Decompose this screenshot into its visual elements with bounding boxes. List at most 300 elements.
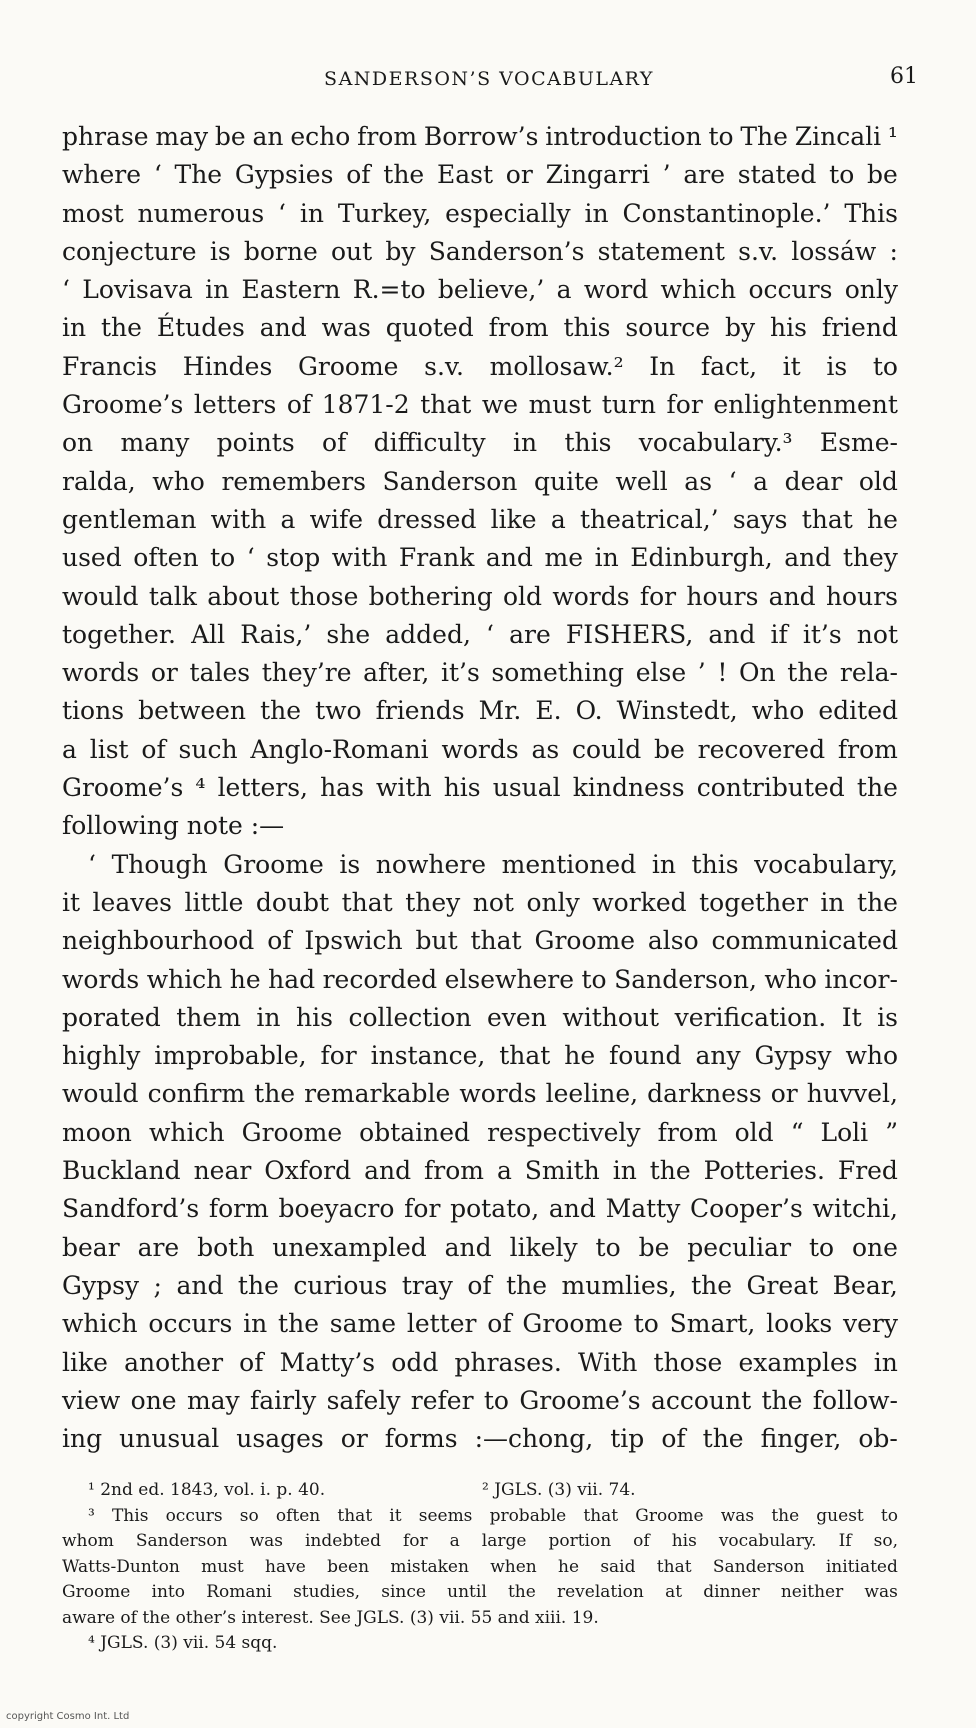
word: it bbox=[389, 1505, 402, 1526]
text-line bbox=[62, 654, 898, 692]
word: remarkable bbox=[304, 1079, 451, 1109]
word: follow- bbox=[812, 1385, 898, 1415]
word: witchi, bbox=[812, 1194, 898, 1224]
word: lossáw bbox=[791, 236, 877, 266]
word: together bbox=[699, 887, 808, 917]
word: bear bbox=[62, 1232, 120, 1262]
word: Groome bbox=[223, 849, 324, 879]
word: R.=to bbox=[352, 275, 426, 305]
body-text bbox=[62, 118, 898, 1458]
word: especially bbox=[445, 198, 571, 228]
word: until bbox=[447, 1582, 487, 1602]
word: ¹ bbox=[887, 122, 898, 151]
word: the bbox=[260, 696, 302, 726]
word: in bbox=[243, 1309, 268, 1339]
word: and bbox=[259, 313, 307, 343]
word: believe,’ bbox=[437, 275, 545, 305]
word: the bbox=[507, 1582, 536, 1602]
word: ralda, bbox=[62, 466, 136, 496]
word: curious bbox=[293, 1270, 388, 1300]
word: a bbox=[550, 504, 566, 534]
text-line bbox=[62, 1037, 898, 1075]
word: was bbox=[720, 1505, 755, 1526]
word: as bbox=[684, 466, 713, 496]
word: wife bbox=[309, 504, 364, 534]
word: porated bbox=[62, 1002, 161, 1032]
word: found bbox=[609, 1041, 682, 1071]
word: Smart, bbox=[669, 1309, 756, 1339]
word: studies, bbox=[293, 1582, 361, 1602]
text-line bbox=[62, 922, 898, 960]
word: Smith bbox=[524, 1156, 600, 1186]
word: source bbox=[625, 313, 711, 343]
word: the bbox=[771, 1505, 800, 1526]
word: and bbox=[548, 1194, 596, 1224]
word: used bbox=[62, 543, 122, 573]
word: often bbox=[133, 543, 199, 573]
word: Sanderson’s bbox=[428, 236, 585, 266]
word: All bbox=[191, 619, 226, 649]
word: the bbox=[506, 1270, 548, 1300]
word: ³ bbox=[88, 1505, 95, 1526]
footnote-line bbox=[62, 1529, 898, 1555]
word: for bbox=[404, 1194, 441, 1224]
text-line bbox=[62, 1075, 898, 1113]
word: dinner bbox=[703, 1582, 760, 1602]
word: 1871-2 bbox=[321, 390, 410, 420]
word: This bbox=[844, 198, 898, 228]
footnotes bbox=[62, 1478, 898, 1657]
word: he bbox=[867, 504, 898, 534]
word: like bbox=[62, 1347, 108, 1377]
word: The bbox=[174, 160, 223, 190]
word: to bbox=[633, 1309, 659, 1339]
word: Esme- bbox=[819, 428, 898, 458]
word: usages bbox=[236, 1424, 324, 1454]
word: and bbox=[444, 1232, 492, 1262]
word: in bbox=[205, 275, 230, 305]
word: or bbox=[150, 658, 178, 688]
word: in bbox=[873, 1347, 898, 1377]
word: huvvel, bbox=[806, 1079, 898, 1109]
word: who bbox=[751, 696, 805, 726]
word: letters bbox=[193, 390, 277, 420]
word: safely bbox=[326, 1385, 401, 1415]
word: boeyacro bbox=[278, 1194, 395, 1224]
word: leeline, bbox=[545, 1079, 639, 1109]
word: are bbox=[509, 619, 551, 649]
word: and bbox=[485, 543, 533, 573]
word: s.v. bbox=[424, 351, 465, 381]
word: odd bbox=[391, 1347, 439, 1377]
word: Though bbox=[111, 849, 208, 879]
word: that bbox=[656, 1556, 692, 1577]
word: Winstedt, bbox=[616, 696, 738, 726]
word: not bbox=[472, 887, 514, 917]
word: revelation bbox=[556, 1582, 644, 1602]
word: old bbox=[858, 466, 898, 496]
word: that bbox=[337, 1505, 373, 1526]
word: so bbox=[239, 1505, 259, 1526]
text-line bbox=[62, 539, 898, 577]
word: Buckland bbox=[62, 1156, 181, 1186]
word: talk bbox=[148, 581, 197, 611]
word: refer bbox=[410, 1385, 474, 1415]
word: may bbox=[155, 122, 209, 151]
text-line bbox=[62, 1305, 898, 1343]
word: It bbox=[841, 1002, 862, 1032]
word: a bbox=[62, 734, 77, 764]
text-line bbox=[62, 1114, 898, 1152]
word: ‘ bbox=[88, 849, 96, 879]
word: vocabulary, bbox=[754, 849, 898, 879]
word: Oxford bbox=[264, 1156, 352, 1186]
word: was bbox=[321, 313, 371, 343]
text-line bbox=[62, 692, 898, 730]
text-line bbox=[62, 884, 898, 922]
word: Sanderson bbox=[712, 1556, 805, 1577]
text-line bbox=[62, 348, 898, 386]
word: tions bbox=[62, 696, 125, 726]
word: dressed bbox=[377, 504, 477, 534]
text-line: following note :— bbox=[62, 811, 285, 841]
word: must bbox=[201, 1556, 244, 1577]
word: to bbox=[708, 122, 734, 151]
page-number: 61 bbox=[890, 64, 918, 89]
word: a bbox=[496, 1156, 512, 1186]
word: to bbox=[210, 543, 236, 573]
text-line bbox=[62, 769, 898, 807]
text-line bbox=[62, 463, 898, 501]
word: an bbox=[252, 122, 284, 151]
word: two bbox=[315, 696, 362, 726]
word: In bbox=[649, 351, 676, 381]
word: said bbox=[600, 1556, 636, 1577]
word: else bbox=[635, 658, 687, 688]
footnote-4: ⁴ JGLS. (3) vii. 54 sqq. bbox=[88, 1633, 278, 1653]
word: Edinburgh, bbox=[630, 543, 773, 573]
word: about bbox=[207, 581, 280, 611]
word: mollosaw.² bbox=[489, 351, 624, 381]
word: whom bbox=[62, 1531, 114, 1551]
word: Sanderson, bbox=[614, 964, 757, 994]
word: and bbox=[768, 581, 816, 611]
word: in bbox=[513, 428, 538, 458]
word: elsewhere bbox=[444, 964, 575, 994]
footnote-line bbox=[62, 1580, 898, 1606]
footnote-row-1-2 bbox=[62, 1478, 898, 1504]
word: contributed bbox=[696, 773, 845, 803]
text-line bbox=[62, 961, 898, 999]
word: those bbox=[289, 581, 359, 611]
word: not bbox=[856, 619, 898, 649]
word: at bbox=[665, 1582, 683, 1602]
word: guest bbox=[816, 1505, 864, 1526]
word: the bbox=[278, 1309, 319, 1339]
word: forms bbox=[384, 1424, 458, 1454]
word: friends bbox=[375, 696, 465, 726]
word: are bbox=[683, 160, 725, 190]
text-line bbox=[62, 578, 898, 616]
word: verification. bbox=[674, 1002, 827, 1032]
word: that bbox=[499, 1041, 551, 1071]
word: Potteries. bbox=[703, 1156, 825, 1186]
word: Loli bbox=[820, 1117, 869, 1147]
word: Rais,’ bbox=[240, 619, 312, 649]
word: improbable, bbox=[154, 1041, 307, 1071]
word: old bbox=[734, 1117, 774, 1147]
word: to bbox=[581, 964, 607, 994]
word: gentleman bbox=[62, 504, 197, 534]
word: same bbox=[329, 1309, 397, 1339]
word: rela- bbox=[839, 658, 898, 688]
word: which bbox=[148, 1117, 225, 1147]
word: looks bbox=[766, 1309, 833, 1339]
word: word bbox=[583, 275, 649, 305]
word: the bbox=[383, 160, 425, 190]
word: of bbox=[267, 926, 292, 956]
word: instance, bbox=[370, 1041, 486, 1071]
word: Francis bbox=[62, 351, 158, 381]
word: the bbox=[761, 1385, 803, 1415]
word: many bbox=[120, 428, 190, 458]
word: confirm bbox=[147, 1079, 246, 1109]
word: is bbox=[877, 1002, 898, 1032]
word: they’re bbox=[261, 658, 352, 688]
word: Cooper’s bbox=[690, 1194, 803, 1224]
text-line bbox=[62, 1344, 898, 1382]
word: Zingarri bbox=[545, 160, 650, 190]
text-line bbox=[62, 156, 898, 194]
word: Groome bbox=[62, 1582, 131, 1602]
word: unexampled bbox=[272, 1232, 427, 1262]
word: in bbox=[584, 198, 609, 228]
word: in bbox=[62, 313, 87, 343]
word: they bbox=[405, 887, 461, 917]
word: the bbox=[691, 1270, 733, 1300]
word: account bbox=[650, 1385, 752, 1415]
text-line bbox=[62, 1420, 898, 1458]
word: it’s bbox=[440, 658, 480, 688]
word: words bbox=[441, 734, 519, 764]
word: Hindes bbox=[182, 351, 273, 381]
word: in bbox=[820, 887, 845, 917]
word: into bbox=[151, 1582, 185, 1602]
word: the bbox=[649, 1156, 691, 1186]
footnote-2: ² JGLS. (3) vii. 74. bbox=[482, 1480, 636, 1500]
word: initiated bbox=[825, 1556, 898, 1577]
word: likely bbox=[509, 1232, 578, 1262]
word: is bbox=[826, 351, 848, 381]
word: mistaken bbox=[390, 1556, 469, 1577]
word: occurs bbox=[165, 1505, 223, 1526]
word: in bbox=[612, 1156, 637, 1186]
text-line bbox=[62, 1190, 898, 1228]
word: phrases. bbox=[454, 1347, 562, 1377]
word: bothering bbox=[368, 581, 493, 611]
word: Watts-Dunton bbox=[62, 1556, 180, 1577]
word: to bbox=[595, 1232, 621, 1262]
word: The bbox=[740, 122, 788, 151]
word: by bbox=[385, 236, 416, 266]
text-line bbox=[62, 1229, 898, 1267]
word: on bbox=[62, 428, 94, 458]
word: portion bbox=[548, 1531, 612, 1551]
word: from bbox=[424, 1156, 484, 1186]
word: most bbox=[62, 198, 124, 228]
word: from bbox=[657, 1117, 718, 1147]
word: ⁴ bbox=[195, 773, 206, 803]
word: from bbox=[488, 313, 549, 343]
word: O. bbox=[575, 696, 603, 726]
word: like bbox=[490, 504, 537, 534]
word: Groome bbox=[522, 1309, 623, 1339]
word: near bbox=[193, 1156, 252, 1186]
text-line bbox=[62, 1152, 898, 1190]
word: for bbox=[639, 581, 677, 611]
word: the bbox=[856, 773, 898, 803]
word: the bbox=[101, 313, 142, 343]
word: enlightenment bbox=[713, 390, 898, 420]
text-line bbox=[62, 195, 898, 233]
word: examples bbox=[738, 1347, 858, 1377]
word: Gypsies bbox=[234, 160, 334, 190]
word: peculiar bbox=[687, 1232, 792, 1262]
word: Matty bbox=[605, 1194, 681, 1224]
word: vocabulary. bbox=[718, 1531, 817, 1551]
word: also bbox=[647, 926, 699, 956]
word: recovered bbox=[697, 734, 826, 764]
word: hours bbox=[825, 581, 898, 611]
word: so, bbox=[873, 1531, 898, 1551]
word: Groome’s bbox=[62, 773, 184, 803]
word: stop bbox=[266, 543, 321, 573]
word: edited bbox=[818, 696, 898, 726]
word: Sanderson bbox=[135, 1531, 228, 1551]
word: that bbox=[341, 887, 393, 917]
word: doubt bbox=[255, 887, 330, 917]
word: to bbox=[483, 1385, 509, 1415]
word: ‘ bbox=[246, 543, 255, 573]
word: respectively bbox=[487, 1117, 641, 1147]
word: statement bbox=[597, 236, 725, 266]
word: fairly bbox=[250, 1385, 317, 1415]
word: in bbox=[594, 543, 619, 573]
word: of bbox=[661, 1424, 686, 1454]
word: been bbox=[327, 1556, 370, 1577]
word: one bbox=[130, 1385, 177, 1415]
text-line bbox=[62, 118, 898, 156]
word: that bbox=[470, 926, 522, 956]
word: with bbox=[376, 773, 432, 803]
running-head: SANDERSON’S VOCABULARY bbox=[324, 68, 654, 90]
word: E. bbox=[535, 696, 562, 726]
word: of bbox=[322, 428, 347, 458]
word: only bbox=[526, 887, 580, 917]
word: of bbox=[467, 1270, 492, 1300]
word: together. bbox=[62, 619, 176, 649]
word: if bbox=[770, 619, 788, 649]
word: another bbox=[124, 1347, 224, 1377]
word: and bbox=[364, 1156, 412, 1186]
word: me bbox=[544, 543, 584, 573]
word: out bbox=[331, 236, 373, 266]
footnote-1: ¹ 2nd ed. 1843, vol. i. p. 40. bbox=[88, 1480, 326, 1500]
word: the bbox=[254, 1079, 296, 1109]
word: we bbox=[481, 390, 519, 420]
word: collection bbox=[348, 1002, 472, 1032]
word: Sanderson bbox=[382, 466, 518, 496]
footnote-3 bbox=[62, 1504, 898, 1632]
word: dear bbox=[784, 466, 843, 496]
word: which bbox=[62, 1309, 138, 1339]
word: those bbox=[653, 1347, 723, 1377]
word: form bbox=[208, 1194, 269, 1224]
word: ! bbox=[717, 658, 728, 688]
text-line bbox=[62, 501, 898, 539]
text-line bbox=[62, 271, 898, 309]
word: would bbox=[62, 581, 139, 611]
word: East bbox=[437, 160, 494, 190]
word: Anglo-Romani bbox=[250, 734, 429, 764]
word: but bbox=[415, 926, 458, 956]
word: letter bbox=[406, 1309, 477, 1339]
word: or bbox=[340, 1424, 368, 1454]
text-line bbox=[62, 616, 898, 654]
word: after, bbox=[363, 658, 430, 688]
word: quite bbox=[534, 466, 599, 496]
word: be bbox=[654, 734, 685, 764]
word: well bbox=[615, 466, 668, 496]
word: Groome’s bbox=[519, 1385, 641, 1415]
page-header bbox=[60, 64, 918, 94]
word: for bbox=[403, 1531, 428, 1551]
word: Bear, bbox=[832, 1270, 898, 1300]
word: usual bbox=[492, 773, 561, 803]
word: Sandford’s bbox=[62, 1194, 200, 1224]
word: conjecture bbox=[62, 236, 197, 266]
word: between bbox=[138, 696, 247, 726]
word: of bbox=[633, 1531, 650, 1551]
word: words bbox=[62, 658, 140, 688]
text-line bbox=[62, 846, 898, 884]
word: the bbox=[702, 1424, 744, 1454]
word: says bbox=[732, 504, 788, 534]
copyright-watermark: copyright Cosmo Int. Ltd bbox=[6, 1711, 130, 1722]
word: to bbox=[829, 160, 855, 190]
word: kindness bbox=[572, 773, 685, 803]
word: with bbox=[210, 504, 267, 534]
word: them bbox=[176, 1002, 241, 1032]
word: seems bbox=[418, 1505, 473, 1526]
word: fact, bbox=[700, 351, 758, 381]
word: With bbox=[577, 1347, 638, 1377]
word: to bbox=[808, 1232, 835, 1262]
word: any bbox=[695, 1041, 741, 1071]
word: a bbox=[753, 466, 769, 496]
word: this bbox=[563, 313, 611, 343]
word: is bbox=[339, 849, 361, 879]
text-line bbox=[62, 1267, 898, 1305]
word: “ bbox=[790, 1117, 804, 1147]
word: ob- bbox=[858, 1424, 898, 1454]
word: the bbox=[237, 1270, 279, 1300]
word: Mr. bbox=[478, 696, 522, 726]
word: Matty’s bbox=[279, 1347, 376, 1377]
word: a bbox=[556, 275, 572, 305]
word: :—chong, bbox=[474, 1424, 594, 1454]
word: Lovisava bbox=[82, 275, 193, 305]
